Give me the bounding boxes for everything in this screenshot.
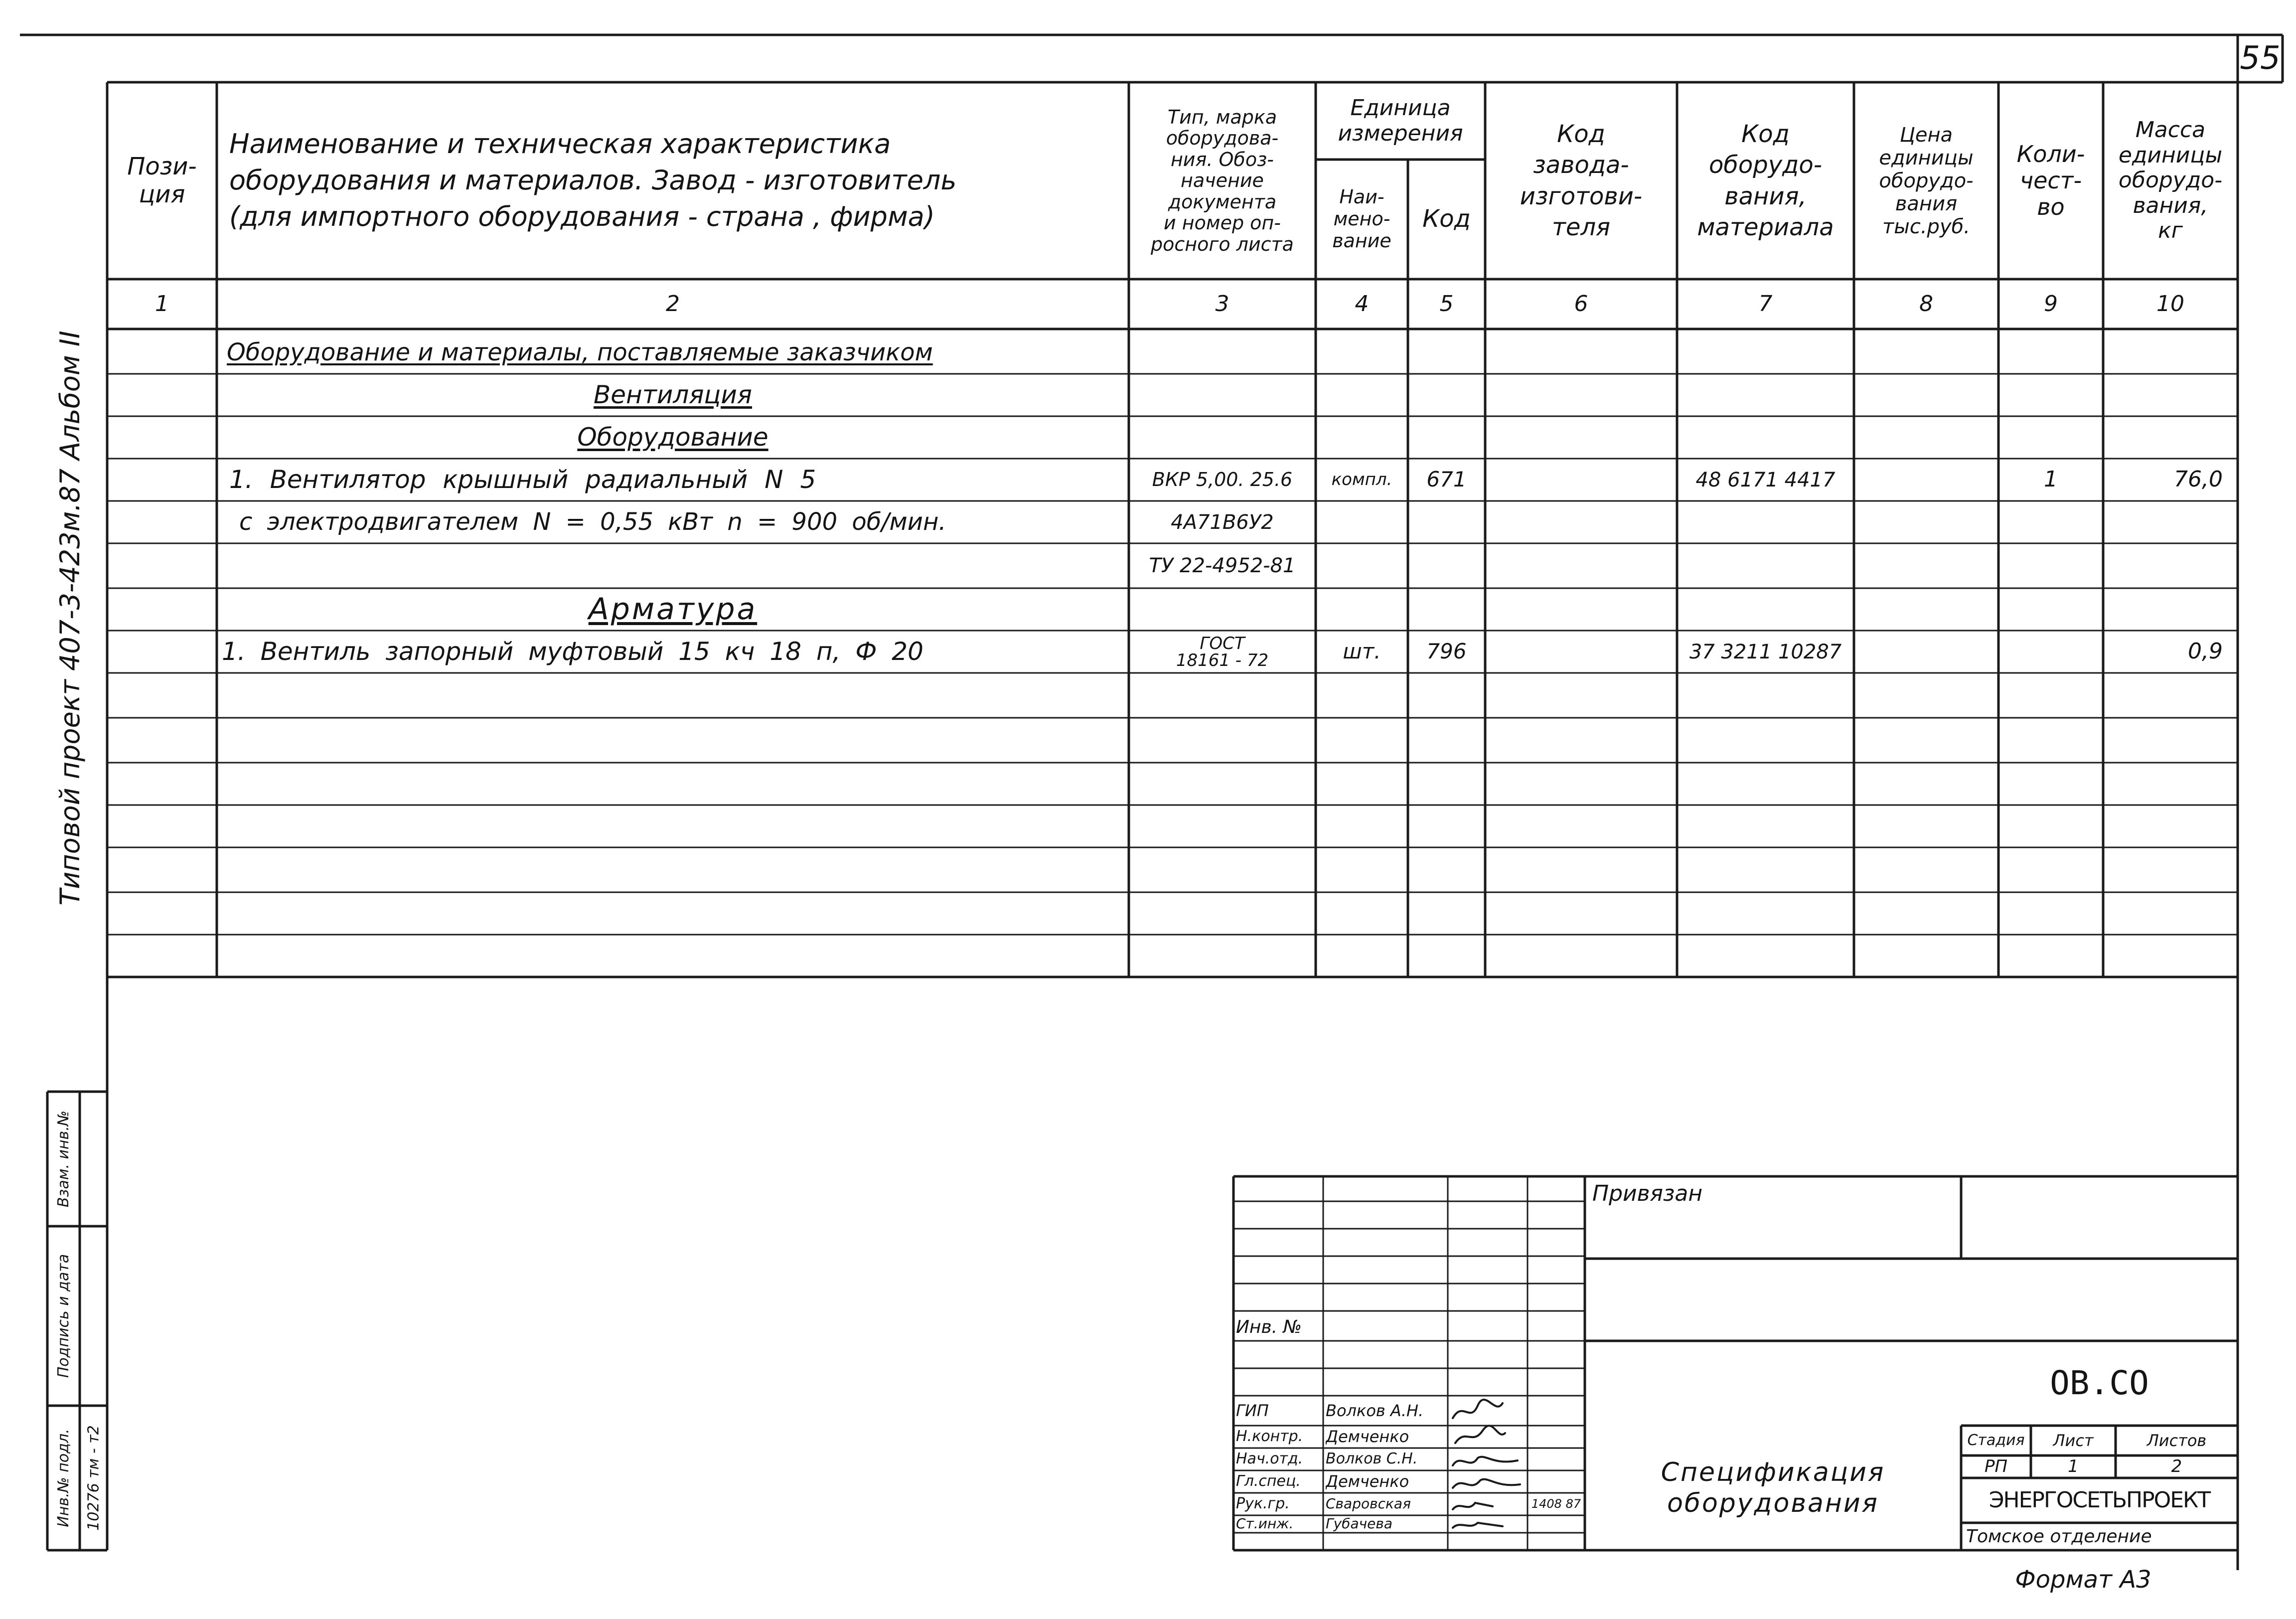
table-row [107, 631, 2238, 673]
signature-role: Нач.отд. [1236, 1450, 1303, 1468]
signature-name: Демченко [1326, 1427, 1409, 1447]
document-title: Спецификация оборудования [1661, 1457, 1885, 1518]
handwritten-signatures [1448, 1396, 1535, 1533]
signature-name: Волков А.Н. [1326, 1401, 1424, 1420]
header-mass: Масса единицы оборудо- вания, кг [2118, 117, 2223, 244]
header-unit-group: Единица измерения [1338, 95, 1463, 146]
sheets-value: 2 [2171, 1456, 2182, 1476]
column-number: 9 [2044, 291, 2058, 317]
sheet-value: 1 [2068, 1456, 2079, 1476]
column-number: 3 [1215, 291, 1229, 317]
stamp-cell-signature-date: Подпись и дата [54, 1254, 72, 1378]
signature-date: 1408 87 [1531, 1496, 1581, 1511]
department-name: Томское отделение [1966, 1526, 2152, 1547]
column-number: 4 [1355, 291, 1369, 317]
item-unit: компл. [1331, 469, 1392, 489]
section-heading: Оборудование [577, 422, 768, 452]
column-number: 6 [1574, 291, 1588, 317]
stage-value: РП [1984, 1456, 2008, 1476]
header-equipment-code: Код оборудо- вания, материала [1697, 120, 1834, 241]
item-mass: 0,9 [2188, 639, 2223, 664]
table-row [107, 459, 2238, 501]
column-number: 2 [666, 291, 680, 317]
stamp-cell-replaced-inv: Взам. инв.№ [54, 1110, 72, 1208]
signature-name: Сваровская [1326, 1495, 1411, 1512]
sheet-label: Лист [2053, 1431, 2094, 1450]
header-type: Тип, марка оборудова- ния. Обоз- начение документа и номер оп- росного листа [1151, 106, 1294, 255]
item-equipment-code: 48 6171 4417 [1695, 468, 1836, 491]
inventory-number-value: 10276 тм - т2 [85, 1425, 103, 1531]
item-type: 4А71В6У2 [1171, 510, 1274, 534]
table-row [107, 501, 2238, 543]
section-heading: Арматура [588, 592, 758, 627]
header-unit-code: Код [1422, 205, 1471, 233]
signature-role: ГИП [1236, 1401, 1269, 1420]
signature-name: Губачева [1326, 1515, 1393, 1532]
item-name: с электродвигателем N = 0,55 кВт n = 900 об/мин. [239, 507, 946, 536]
column-number: 1 [155, 291, 169, 317]
item-equipment-code: 37 3211 10287 [1689, 640, 1842, 663]
stage-label: Стадия [1967, 1431, 2025, 1449]
stamp-cell-inventory-number: Инв.№ подл. [54, 1429, 72, 1527]
series-label: Типовой проект 407-3-423м.87 Альбом II [54, 330, 86, 906]
item-mass: 76,0 [2174, 467, 2223, 492]
header-plant-code: Код завода- изготови- теля [1520, 120, 1643, 241]
organization-name: ЭНЕРГОСЕТЬПРОЕКТ [1989, 1487, 2210, 1513]
item-name: 1. Вентилятор крышный радиальный N 5 [229, 465, 816, 494]
item-unit-code: 796 [1426, 639, 1467, 664]
signature-role: Рук.гр. [1236, 1495, 1290, 1513]
column-number: 10 [2156, 291, 2184, 317]
signature-role: Ст.инж. [1236, 1515, 1294, 1532]
signature-name: Демченко [1326, 1472, 1409, 1491]
item-quantity: 1 [2044, 467, 2058, 492]
item-type: ВКР 5,00. 25.6 [1152, 468, 1293, 490]
header-price: Цена единицы оборудо- вания тыс.руб. [1879, 123, 1974, 238]
item-type: ГОСТ 18161 - 72 [1176, 633, 1269, 670]
document-code: ОВ.СО [2050, 1364, 2149, 1403]
column-number: 7 [1758, 291, 1773, 317]
item-name: 1. Вентиль запорный муфтовый 15 кч 18 п, Ф 20 [222, 637, 923, 666]
column-number: 5 [1439, 291, 1454, 317]
section-heading: Оборудование и материалы, поставляемые заказчиком [227, 338, 933, 366]
table-row [107, 543, 2238, 588]
header-name: Наименование и техническая характеристика оборудования и материалов. Завод - изготовитель (для импортного оборудования - страна , фирма) [229, 128, 957, 232]
sheet-number: 55 [2240, 39, 2281, 77]
signature-name: Волков С.Н. [1326, 1450, 1418, 1468]
sheets-label: Листов [2146, 1431, 2207, 1450]
format-label: Формат А3 [2015, 1566, 2151, 1594]
item-unit: шт. [1343, 639, 1381, 664]
privyazan-label: Привязан [1592, 1181, 1703, 1206]
header-unit-name: Наи- мено- вание [1332, 186, 1391, 252]
item-unit-code: 671 [1426, 467, 1467, 492]
header-position: Пози- ция [127, 153, 197, 208]
item-type: ТУ 22-4952-81 [1149, 554, 1296, 577]
column-number: 8 [1919, 291, 1933, 317]
section-heading: Вентиляция [593, 380, 753, 409]
signature-role: Гл.спец. [1236, 1472, 1301, 1490]
header-quantity: Коли- чест- во [2016, 141, 2085, 220]
inv-number-label: Инв. № [1236, 1316, 1302, 1337]
signature-role: Н.контр. [1236, 1428, 1303, 1446]
